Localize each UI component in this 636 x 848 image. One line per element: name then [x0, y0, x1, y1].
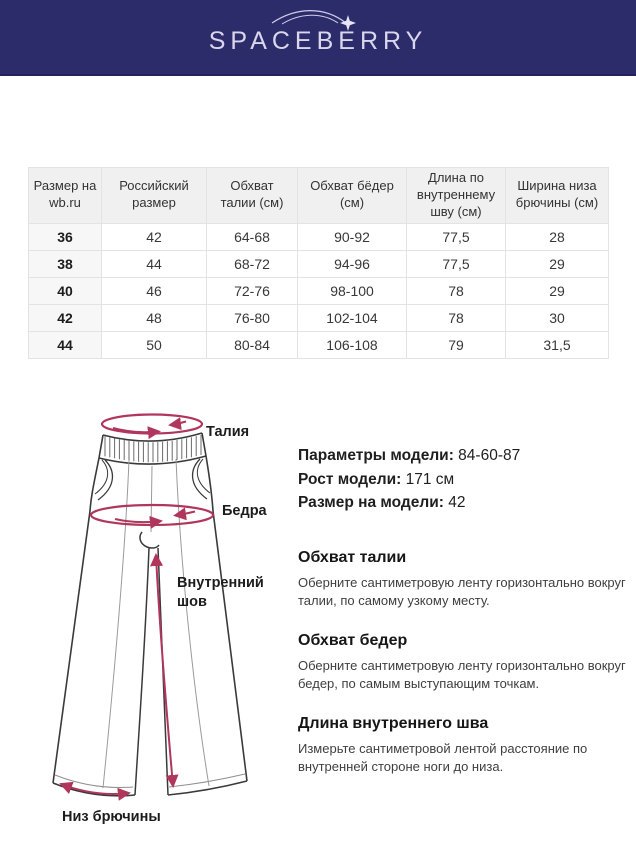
- cell-waist: 72-76: [207, 277, 298, 304]
- cell-wb-size: 42: [29, 304, 102, 331]
- section-inseam-text: Измерьте сантиметровой лентой расстояние по внутренней стороне ноги до низа.: [298, 740, 588, 774]
- cell-hem-width: 28: [506, 223, 609, 250]
- col-header-hem-width: Ширина низа брючины (см): [506, 168, 609, 224]
- cell-ru-size: 46: [102, 277, 207, 304]
- cell-inseam: 77,5: [407, 250, 506, 277]
- cell-hem-width: 30: [506, 304, 609, 331]
- cell-ru-size: 50: [102, 331, 207, 358]
- cell-hips: 98-100: [298, 277, 407, 304]
- col-header-wb-size: Размер на wb.ru: [29, 168, 102, 224]
- cell-ru-size: 48: [102, 304, 207, 331]
- cell-hips: 106-108: [298, 331, 407, 358]
- cell-inseam: 77,5: [407, 223, 506, 250]
- cell-wb-size: 44: [29, 331, 102, 358]
- hem-label: Низ брючины: [62, 809, 161, 825]
- cell-inseam: 78: [407, 304, 506, 331]
- cell-ru-size: 42: [102, 223, 207, 250]
- model-height-line: [298, 468, 628, 492]
- table-row: [29, 250, 609, 277]
- cell-hem-width: 31,5: [506, 331, 609, 358]
- cell-wb-size: 36: [29, 223, 102, 250]
- model-params-value: 84-60-87: [458, 447, 521, 464]
- table-row: [29, 304, 609, 331]
- cell-wb-size: 40: [29, 277, 102, 304]
- section-inseam: [298, 715, 628, 777]
- cell-hips: 94-96: [298, 250, 407, 277]
- cell-inseam: 79: [407, 331, 506, 358]
- col-header-inseam: Длина по внутреннему шву (см): [407, 168, 506, 224]
- cell-hips: 90-92: [298, 223, 407, 250]
- table-row: [29, 331, 609, 358]
- cell-inseam: 78: [407, 277, 506, 304]
- model-height-label: Рост модели:: [298, 470, 402, 488]
- section-hips-title: Обхват бедер: [298, 631, 408, 649]
- model-info-block: [298, 444, 628, 515]
- cell-wb-size: 38: [29, 250, 102, 277]
- cell-hips: 102-104: [298, 304, 407, 331]
- cell-waist: 68-72: [207, 250, 298, 277]
- waist-label: Талия: [206, 424, 250, 440]
- cell-hem-width: 29: [506, 250, 609, 277]
- section-hips-text: Оберните сантиметровую ленту горизонтально вокруг бедер, по самым выступающим точкам.: [298, 657, 626, 691]
- model-size-label: Размер на модели:: [298, 494, 444, 511]
- section-waist: [298, 549, 628, 611]
- brand-logo-text: SPACEBERRY: [208, 27, 428, 55]
- table-header-row: [29, 168, 609, 224]
- pants-drawing: [25, 398, 295, 848]
- inseam-label: Внутренний шов: [177, 575, 264, 610]
- brand-header: [0, 0, 636, 76]
- cell-waist: 76-80: [207, 304, 298, 331]
- measurement-info-column: [298, 444, 628, 798]
- model-size-value: 42: [448, 494, 466, 511]
- section-waist-title: Обхват талии: [298, 548, 407, 566]
- cell-waist: 64-68: [207, 223, 298, 250]
- size-table: [28, 167, 608, 359]
- cell-waist: 80-84: [207, 331, 298, 358]
- section-hips: [298, 632, 628, 694]
- model-params-label: Параметры модели:: [298, 447, 454, 464]
- col-header-waist: Обхват талии (см): [207, 168, 298, 224]
- pants-diagram: [25, 398, 295, 848]
- table-row: [29, 223, 609, 250]
- waist-measure-ellipse: [102, 415, 202, 434]
- table-row: [29, 277, 609, 304]
- hips-label: Бедра: [222, 503, 267, 519]
- col-header-hips: Обхват бёдер (см): [298, 168, 407, 224]
- size-table-grid: [28, 167, 609, 359]
- section-inseam-title: Длина внутреннего шва: [298, 714, 489, 732]
- col-header-ru-size: Российский размер: [102, 168, 207, 224]
- section-waist-text: Оберните сантиметровую ленту горизонтально вокруг талии, по самому узкому месту.: [298, 574, 626, 608]
- model-params-line: [298, 444, 628, 468]
- model-height-value: 171 см: [405, 470, 455, 488]
- cell-hem-width: 29: [506, 277, 609, 304]
- model-size-line: [298, 491, 628, 515]
- cell-ru-size: 44: [102, 250, 207, 277]
- inseam-measure-arrow: [156, 555, 173, 786]
